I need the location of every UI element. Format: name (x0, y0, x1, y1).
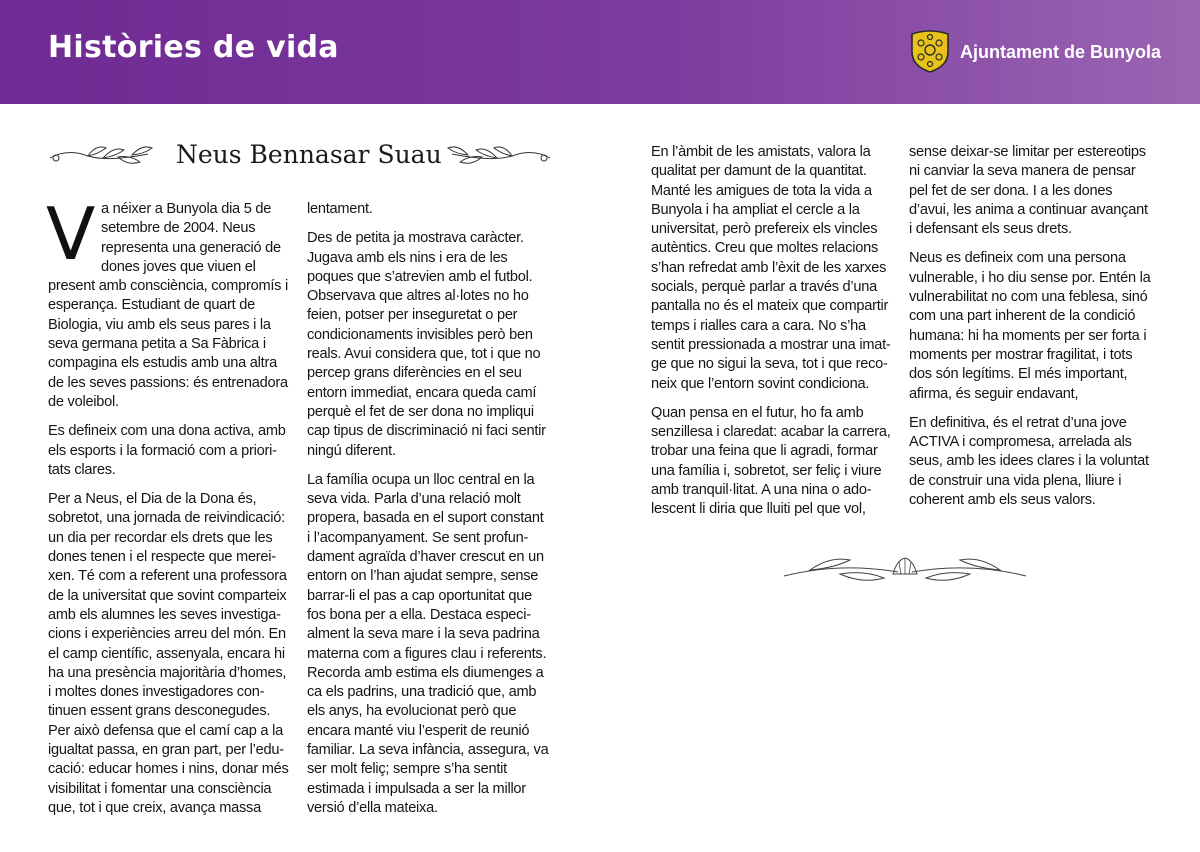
article-column-4 (909, 143, 1152, 520)
section-title: Històries de vida (48, 30, 339, 65)
drop-cap: V (46, 192, 96, 276)
paragraph: En definitiva, és el retrat d’una jove ACTIVA i compromesa, arrelada als seus, amb les idees clares i la voluntat de construir una vida plena, lliure i coherent amb els seus valors. (909, 414, 1149, 509)
bottom-ornament-icon (780, 548, 1030, 590)
article-column-1 (46, 192, 290, 828)
paragraph: Es defineix com una dona activa, amb els esports i la formació com a priori-tats clares. (48, 423, 286, 478)
paragraph: La família ocupa un lloc central en la seva vida. Parla d’una relació molt propera, basada en el suport constant i l’acompanyament. Se sent profun-dament agraïda d’haver crescut en un entorn on l’han ajudat sempre, sense barrar-li el pas a cap oportunitat que fos bona per a ella. Destaca especi-alment la seva mare i la seva padrina materna com a figures clau i referents. Recorda amb estima els diumenges a ca els padrins, una tradició que, amb els anys, ha evolucionat però que encara manté viu l’esperit de reunió familiar. La seva infància, assegura, va ser molt feliç; sempre s’ha sentit estimada i impulsada a ser la millor versió d’ella mateixa. (307, 471, 549, 816)
organization-name: Ajuntament de Bunyola (960, 42, 1162, 62)
paragraph: Per a Neus, el Dia de la Dona és, sobretot, una jornada de reivindicació: un dia per recordar els drets que les dones tenen i el respecte que merei-xen. Té com a referent una professora de la universitat que sovint comparteix amb els alumnes les seves investiga-cions i experiències arreu del món. En el camp científic, assenyala, encara hi ha una presència majoritària d’homes, i moltes dones investigadores con-tinuen essent grans desconegudes. Per això defensa que el camí cap a la igualtat passa, en gran part, per l’edu-cació: educar homes i nins, donar més visibilitat i fomentar una consciència que, tot i que creix, avança massa (48, 491, 289, 816)
seal-icon (908, 28, 952, 74)
paragraph: Des de petita ja mostrava caràcter. Jugava amb els nins i era de les poques que s’atrevien amb el futbol. Observava que altres al·lotes no ho feien, potser per inseguretat o per condicionaments invisibles però ben reals. Avui considera que, tot i que no percep grans diferències en el seu entorn immediat, encara queda camí perquè el fet de ser dona no impliqui cap tipus de discriminació ni faci sentir ningú diferent. (307, 230, 546, 459)
paragraph: Va néixer a Bunyola dia 5 de setembre de 2004. Neus representa una generació de dones joves que viuen el present amb consciència, compromís i esperança. Estudiant de quart de Biologia, viu amb els seus pares i la seva germana petita a Sa Fàbrica i compagina els estudis amb una altra de les seves passions: és entrenadora de voleibol. (46, 192, 289, 410)
left-ornament-icon (48, 140, 158, 170)
paragraph: Quan pensa en el futur, ho fa amb senzillesa i claredat: acabar la carrera, trobar una feina que li agradi, formar una família i, sobretot, ser feliç i viure amb tranquil·litat. A una nina o ado-lescent li diria que lluiti pel que vol, (651, 404, 891, 518)
article-title-row (48, 138, 548, 174)
paragraph: sense deixar-se limitar per estereotips ni canviar la seva manera de pensar pel fet de ser dona. I a les dones d’avui, les anima a continuar avançant i defensant els seus drets. (909, 144, 1148, 238)
paragraph: En l’àmbit de les amistats, valora la qualitat per damunt de la quantitat. Manté les amigues de tota la vida a Bunyola i ha ampliat el cercle a la universitat, però prefereix els vincles autèntics. Creu que moltes relacions s’han refredat amb l’èxit de les xarxes socials, perquè parlar a través d’una pantalla no és el mateix que compartir temps i rialles cara a cara. No s’ha sentit pressionada a mostrar una imat-ge que no sigui la seva, tot i que reco-neix que l’entorn sovint condiciona. (651, 144, 891, 392)
paragraph: lentament. (307, 201, 373, 217)
article-title: Neus Bennasar Suau (176, 140, 442, 169)
right-ornament-icon (442, 140, 552, 170)
paragraph: Neus es defineix com una persona vulnerable, i ho diu sense por. Entén la vulnerabilitat no com una feblesa, sinó com una part inherent de la condició humana: hi ha moments per ser forta i moments per mostrar fragilitat, i tots dos són legítims. El més important, afirma, és seguir endavant, (909, 250, 1151, 402)
page-header (0, 0, 1200, 104)
article-column-2 (307, 200, 549, 828)
article-column-3 (651, 143, 894, 530)
